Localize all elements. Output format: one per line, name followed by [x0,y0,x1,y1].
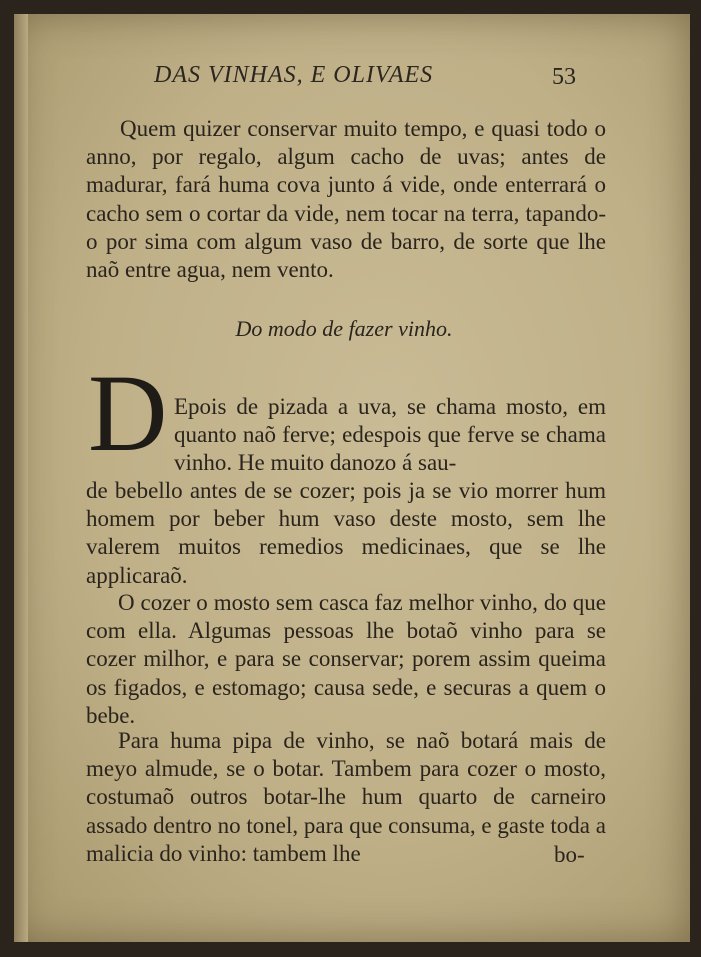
page-gutter [14,14,28,942]
paragraph-making-wine-continued: de bebello antes de se cozer; pois ja se vio morrer hum homem por beber hum vaso deste mosto, sem lhe valerem muitos remedios medicinaes, que se lhe applicaraõ. [86,478,606,588]
paragraph-cooking-must: O cozer o mosto sem casca faz melhor vinho, do que com ella. Algumas pessoas lhe botaõ vinho para se cozer milhor, e para se conservar; porem assim queima os figados, e estomago; causa sede, e securas a quem o bebe. [86,590,606,728]
drop-cap-initial: D [88,352,168,474]
catchword: bo- [554,842,585,867]
running-title: DAS VINHAS, E OLIVAES [154,62,434,88]
page-number: 53 [552,64,576,90]
paragraph-pipe-of-wine: Para huma pipa de vinho, se naõ botará mais de meyo almude, se o botar. Tambem para cozer o mosto, costumaõ outros botar-lhe hum quarto de carneiro assado dentro no tonel, para que consuma, e gaste toda a malicia do vinho: tambem lhe [86,728,606,866]
book-page [14,14,690,942]
paragraph-preserving-grapes: Quem quizer conservar muito tempo, e quasi todo o anno, por regalo, algum cacho de uvas; antes de madurar, fará huma cova junto á vide, onde enterrará o cacho sem o cortar da vide, nem tocar na terra, tapando-o por sima com algum vaso de barro, de sorte que lhe naõ entre agua, nem vento. [86,116,606,283]
paragraph-making-wine-opening: Epois de pizada a uva, se chama mosto, em quanto naõ ferve; edespois que ferve se chama vinho. He muito danozo á sau- [174,394,606,476]
section-heading: Do modo de fazer vinho. [235,316,453,341]
